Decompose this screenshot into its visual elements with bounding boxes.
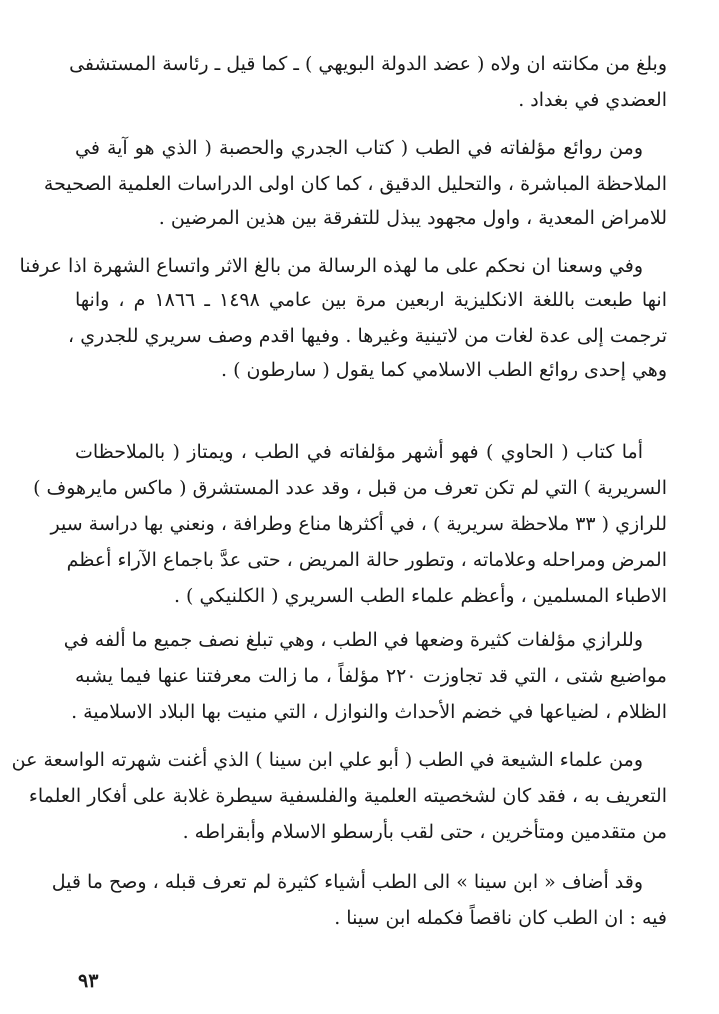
paragraph-3-line-2: انها طبعت باللغة الانكليزية اربعين مرة بين عامي ١٤٩٨ ـ ١٨٦٦ م ، وانها (75, 289, 667, 311)
paragraph-5-line-1: وللرازي مؤلفات كثيرة وضعها في الطب ، وهي تبلغ نصف جميع ما ألفه في (63, 629, 643, 651)
paragraph-3-line-1: وفي وسعنا ان نحكم على ما لهذه الرسالة من بالغ الاثر واتساع الشهرة اذا عرفنا (19, 255, 643, 277)
paragraph-4-line-4: المرض ومراحله وعلاماته ، وتطور حالة المريض ، حتى عدَّ باجماع الآراء أعظم (66, 549, 667, 571)
paragraph-4-line-3: للرازي ( ٣٣ ملاحظة سريرية ) ، في أكثرها مناع وطرافة ، ونعني بها دراسة سير (50, 513, 667, 535)
paragraph-1-line-2: العضدي في بغداد . (518, 89, 667, 111)
paragraph-6-line-1: ومن علماء الشيعة في الطب ( أبو علي ابن سينا ) الذي أغنت شهرته الواسعة عن (11, 749, 643, 771)
paragraph-2-line-2: الملاحظة المباشرة ، والتحليل الدقيق ، كما كان اولى الدراسات العلمية الصحيحة (43, 173, 667, 195)
paragraph-5-line-3: الظلام ، لضياعها في خضم الأحداث والنوازل ، التي منيت بها البلاد الاسلامية . (71, 701, 667, 723)
paragraph-7-line-2: فيه : ان الطب كان ناقصاً فكمله ابن سينا . (334, 907, 667, 929)
paragraph-4-line-2: السريرية ) التي لم تكن تعرف من قبل ، وقد عدد المستشرق ( ماكس مايرهوف ) (33, 477, 667, 499)
paragraph-2-line-1: ومن روائع مؤلفاته في الطب ( كتاب الجدري والحصبة ( الذي هو آية في (75, 137, 643, 159)
paragraph-3-line-4: وهي إحدى روائع الطب الاسلامي كما يقول ( سارطون ) . (221, 359, 667, 381)
paragraph-6-line-3: من متقدمين ومتأخرين ، حتى لقب بأرسطو الاسلام وأبقراطه . (182, 821, 667, 843)
paragraph-4-line-5: الاطباء المسلمين ، وأعظم علماء الطب السريري ( الكلنيكي ) . (173, 585, 667, 607)
page-number: ٩٣ (78, 970, 99, 992)
paragraph-1-line-1: وبلغ من مكانته ان ولاه ( عضد الدولة البويهي ) ـ كما قيل ـ رئاسة المستشفى (69, 53, 667, 75)
paragraph-4-line-1: أما كتاب ( الحاوي ) فهو أشهر مؤلفاته في الطب ، ويمتاز ( بالملاحظات (75, 441, 643, 463)
paragraph-5-line-2: مواضيع شتى ، التي قد تجاوزت ٢٢٠ مؤلفاً ، ما زالت معرفتنا عنها فيما يشبه (75, 665, 667, 687)
paragraph-2-line-3: للامراض المعدية ، واول مجهود يبذل للتفرقة بين هذين المرضين . (158, 207, 667, 229)
paragraph-7-line-1: وقد أضاف « ابن سينا » الى الطب أشياء كثيرة لم تعرف قبله ، وصح ما قيل (51, 871, 643, 893)
paragraph-3-line-3: ترجمت إلى عدة لغات من لاتينية وغيرها . وفيها اقدم وصف سريري للجدري ، (68, 325, 667, 347)
paragraph-6-line-2: التعريف به ، فقد كان لشخصيته العلمية والفلسفية سيطرة غلابة على أفكار العلماء (28, 785, 667, 807)
